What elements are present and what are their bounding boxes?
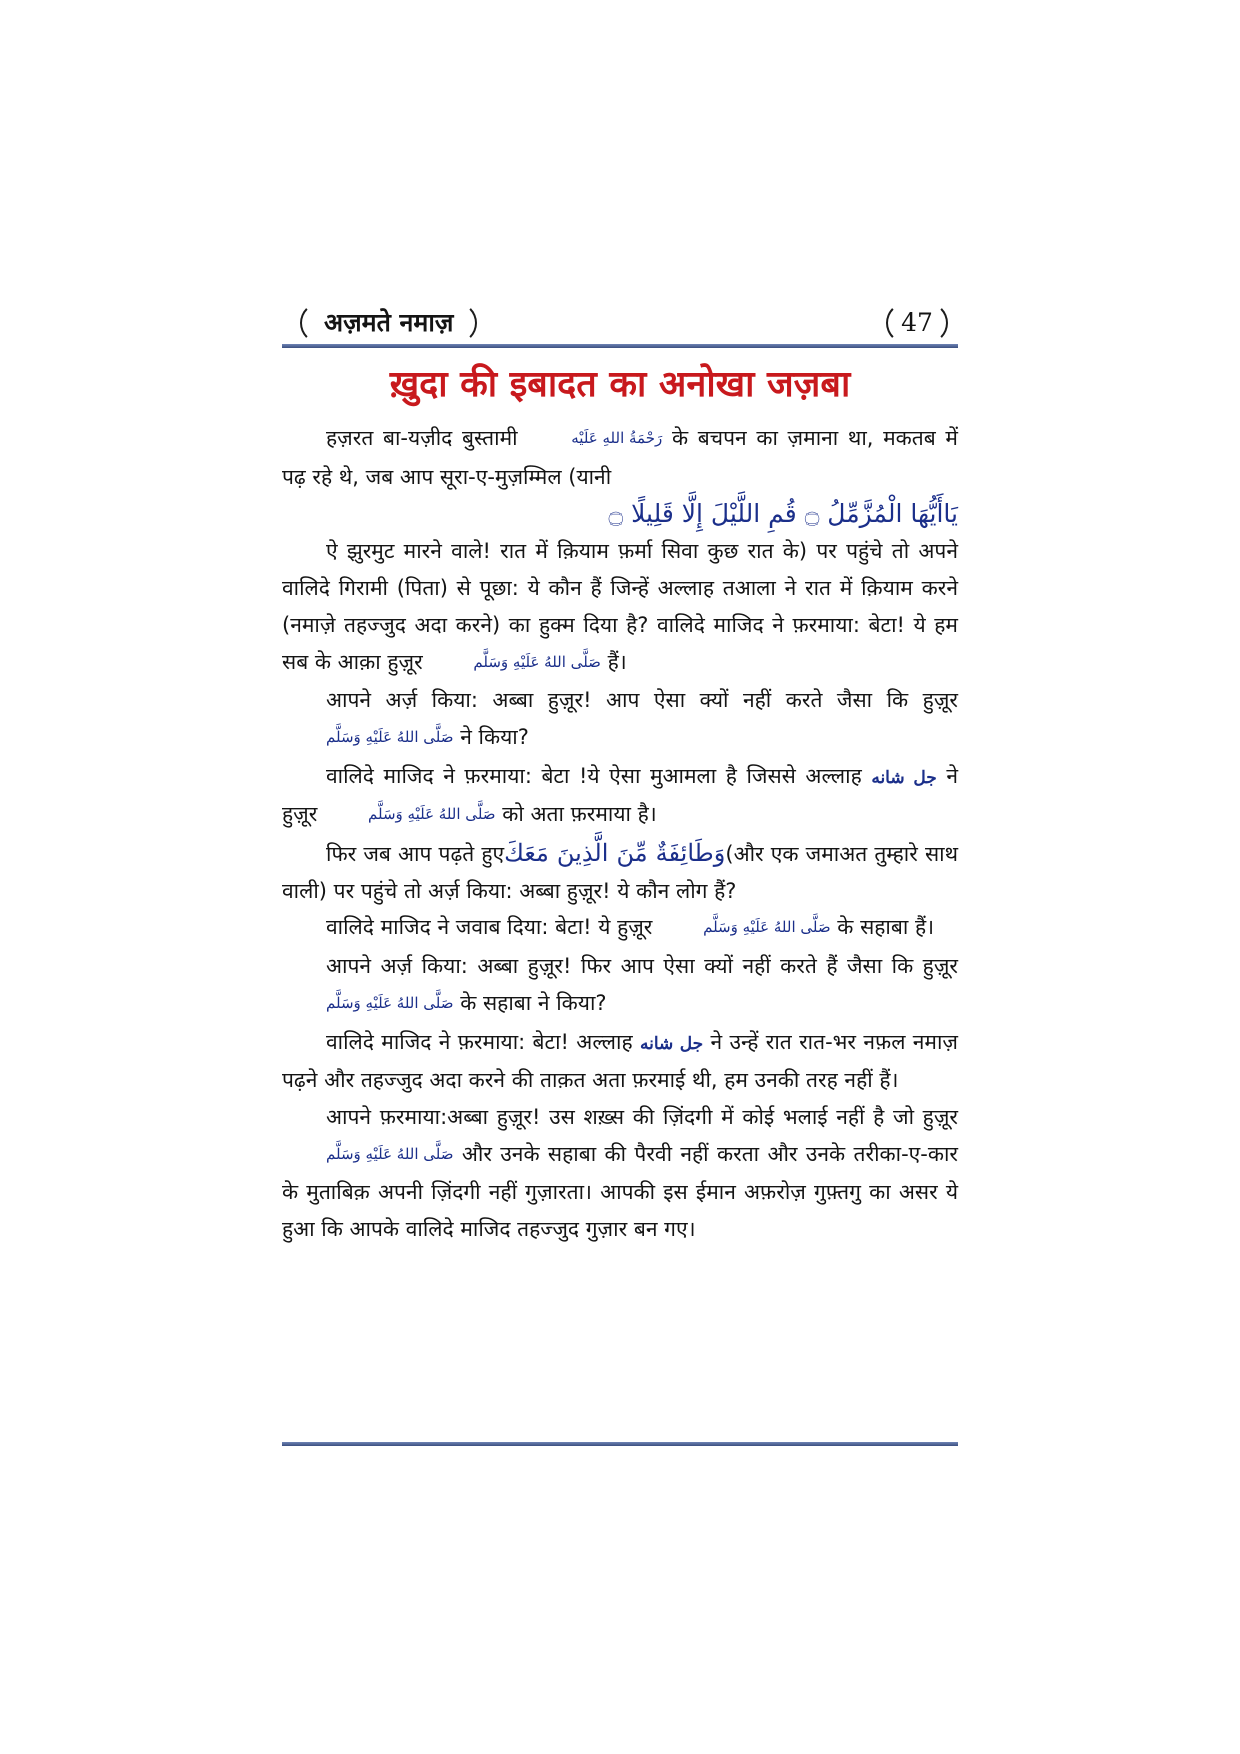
header-rule	[282, 344, 958, 348]
paragraph-3	[282, 682, 958, 757]
paragraph-8	[282, 1024, 958, 1099]
paragraph-7	[282, 948, 958, 1023]
paragraph-1	[282, 420, 958, 495]
paragraph-text: वालिदे माजिद ने फ़रमाया: बेटा! अल्लाह	[326, 1029, 633, 1054]
chapter-heading: ख़ुदा की इबादत का अनोखा जज़बा	[389, 364, 851, 405]
paragraph-text: के बचपन का ज़माना था, मकतब में पढ़ रहे थे, जब आप सूरा-ए-मुज़म्मिल (यानी	[282, 426, 958, 489]
body-text	[282, 420, 958, 1248]
paragraph-text: आपने फ़रमाया:अब्बा हुज़ूर! उस शख़्स की ज़िंदगी में कोई भलाई नहीं है जो हुज़ूर	[326, 1104, 958, 1129]
paragraph-text: को अता फ़रमाया है।	[502, 802, 657, 827]
paragraph-text: फिर जब आप पढ़ते हुए	[326, 842, 505, 867]
paragraph-text: ने हुज़ूर	[282, 763, 958, 827]
jalla-shanuhu-honorific: جل شانه	[639, 1033, 704, 1054]
paragraph-text: आपने अर्ज़ किया: अब्बा हुज़ूर! आप ऐसा क्यों नहीं करते जैसा कि हुज़ूर	[326, 688, 958, 713]
quran-verse-taifah: وَطَائِفَةٌ مِّنَ الَّذِينَ مَعَكَ	[504, 839, 726, 868]
paragraph-9	[282, 1099, 958, 1248]
sallallahu-honorific: صَلَّى اللهُ عَلَيْهِ وَسَلَّم	[703, 918, 831, 937]
paragraph-text: वालिदे माजिद ने फ़रमाया: बेटा !ये ऐसा मुआमला है जिससे अल्लाह	[326, 763, 862, 788]
paragraph-text: आपने अर्ज़ किया: अब्बा हुज़ूर! फिर आप ऐसा क्यों नहीं करते हैं जैसा कि हुज़ूर	[326, 954, 958, 979]
sallallahu-honorific: صَلَّى اللهُ عَلَيْهِ وَسَلَّم	[326, 1144, 454, 1163]
jalla-shanuhu-honorific: جل شانه	[871, 767, 937, 788]
footer-rule	[282, 1442, 958, 1446]
sallallahu-honorific: صَلَّى اللهُ عَلَيْهِ وَسَلَّم	[326, 993, 454, 1012]
sallallahu-honorific: صَلَّى اللهُ عَلَيْهِ وَسَلَّم	[473, 652, 601, 671]
rahmatullah-honorific: رَحْمَةُ اللهِ عَلَيْه	[571, 429, 663, 447]
quran-verse-muzzammil: يَاأَيُّهَا الْمُزَّمِّلُ ۝ قُمِ اللَّيْلَ إِلَّا قَلِيلًا ۝	[608, 499, 958, 529]
sallallahu-honorific: صَلَّى اللهُ عَلَيْهِ وَسَلَّم	[326, 727, 454, 746]
book-title: अज़मते नमाज़	[300, 302, 477, 344]
paragraph-text: हैं।	[607, 649, 627, 674]
paragraph-5	[282, 835, 958, 909]
paragraph-text: ने किया?	[460, 724, 529, 749]
sallallahu-honorific: صَلَّى اللهُ عَلَيْهِ وَسَلَّم	[368, 805, 496, 824]
paragraph-text: और उनके सहाबा की पैरवी नहीं करता और उनके तरीका-ए-कार के मुताबिक़ अपनी ज़िंदगी नहीं गुज़ारता। आपकी इस ईमान अफ़रोज़ गुफ़्तगु का असर ये हुआ कि आपके वालिदे माजिद तहज्जुद गुज़ार बन गए।	[282, 1141, 958, 1242]
paragraph-text: ने उन्हें रात रात-भर नफ़ल नमाज़ पढ़ने और तहज्जुद अदा करने की ताक़त अता फ़रमाई थी, हम उनकी तरह नहीं हैं।	[282, 1029, 958, 1093]
paragraph-4	[282, 758, 958, 835]
page-header	[282, 302, 958, 348]
paragraph-text: वालिदे माजिद ने जवाब दिया: बेटा! ये हुज़ूर	[326, 915, 653, 940]
paragraph-text: के सहाबा हैं।	[837, 915, 935, 940]
paragraph-text: के सहाबा ने किया?	[460, 990, 607, 1015]
book-page	[282, 302, 958, 1446]
paragraph-2	[282, 533, 958, 682]
paragraph-6	[282, 909, 958, 948]
page-number: 47	[886, 302, 948, 344]
paragraph-text: ऐ झुरमुट मारने वाले! रात में क़ियाम फ़र्मा सिवा कुछ रात के) पर पहुंचे तो अपने वालिदे गिरामी (पिता) से पूछा: ये कौन हैं जिन्हें अल्लाह तआला ने रात में क़ियाम करने (नमाज़े तहज्जुद अदा करने) का हुक्म दिया है? वालिदे माजिद ने फ़रमाया: बेटा! ये हम सब के आक़ा हुज़ूर	[282, 539, 958, 674]
paragraph-text: (और एक जमाअत तुम्हारे साथ वाली) पर पहुंचे तो अर्ज़ किया: अब्बा हुज़ूर! ये कौन लोग हैं?	[282, 842, 958, 903]
paragraph-text: हज़रत बा-यज़ीद बुस्तामी	[326, 426, 518, 450]
